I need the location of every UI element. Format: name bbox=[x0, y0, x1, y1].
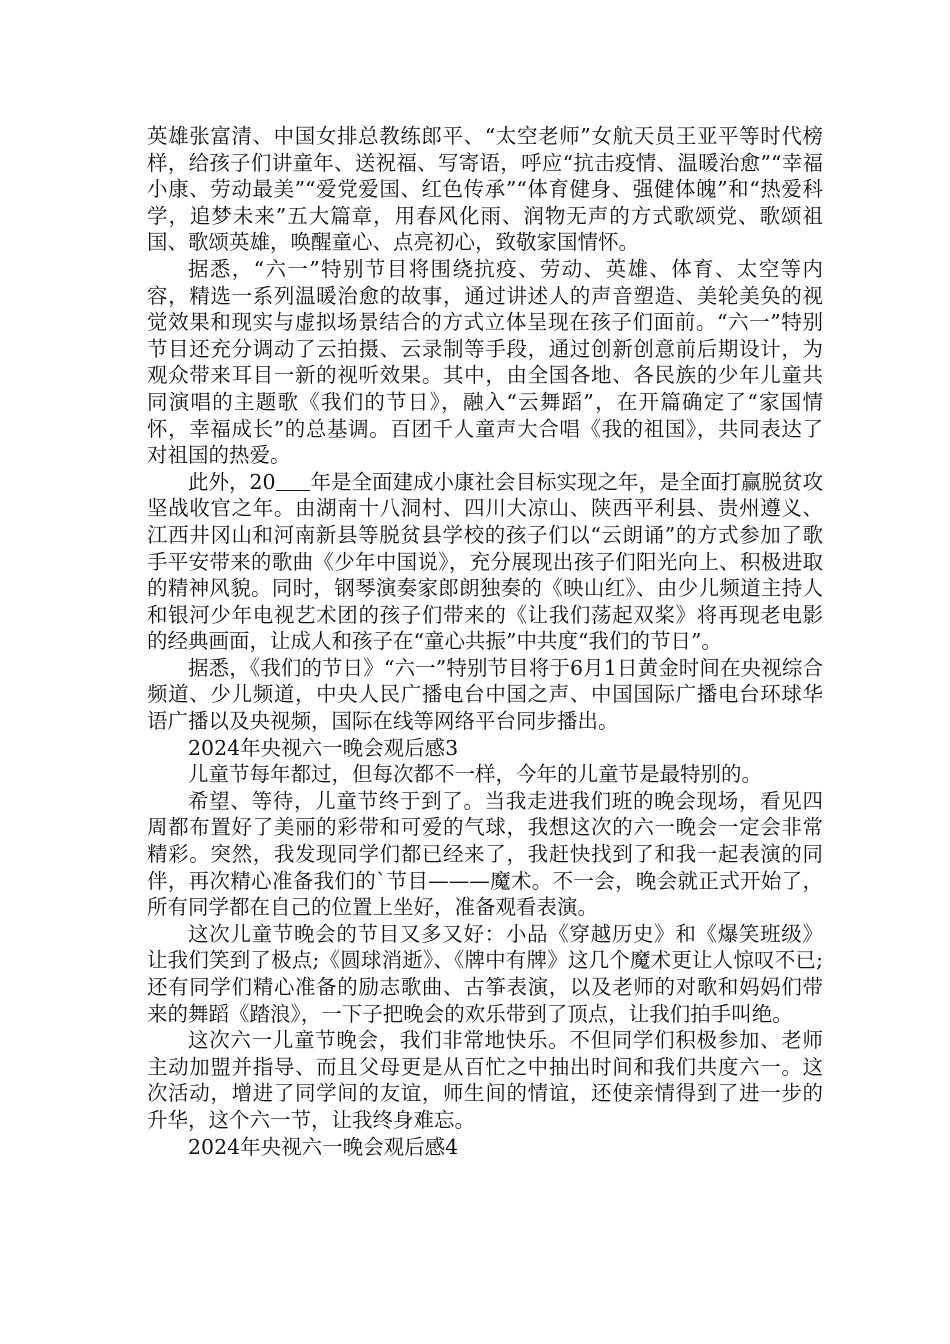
paragraph: 据悉，“六一”特别节目将围绕抗疫、劳动、英雄、体育、太空等内容，精选一系列温暖治愈的故事，通过讲述人的声音塑造、美轮美奂的视觉效果和现实与虚拟场景结合的方式立体呈现在孩子们面前。“六一”特别节目还充分调动了云拍摄、云录制等手段，通过创新创意前后期设计，为观众带来耳目一新的视听效果。其中，由全国各地、各民族的少年儿童共同演唱的主题歌《我们的节日》，融入“云舞蹈”，在开篇确定了“家国情怀，幸福成长”的总基调。百团千人童声大合唱《我的祖国》，共同表达了对祖国的热爱。 bbox=[147, 256, 823, 468]
paragraph-text: 年是全面建成小康社会目标实现之年，是全面打赢脱贫攻坚战收官之年。由湖南十八洞村、四川大凉山、陕西平利县、贵州遵义、江西井冈山和河南新县等脱贫县学校的孩子们以“云朗诵”的方式参加了歌手平安带来的歌曲《少年中国说》，充分展现出孩子们阳光向上、积极进取的精神风貌。同时，钢琴演奏家郎朗独奏的《映山红》、由少儿频道主持人和银河少年电视艺术团的孩子们带来的《让我们荡起双桨》将再现老电影的经典画面，让成人和孩子在“童心共振”中共度“我们的节日”。 bbox=[147, 469, 823, 654]
document-page bbox=[147, 123, 823, 1160]
paragraph: 儿童节每年都过，但每次都不一样，今年的儿童节是最特别的。 bbox=[188, 762, 762, 787]
paragraph: 希望、等待，儿童节终于到了。当我走进我们班的晚会现场，看见四周都布置好了美丽的彩带和可爱的气球，我想这次的六一晚会一定会非常精彩。突然，我发现同学们都已经来了，我赶快找到了和我一起表演的同伴，再次精心准备我们的`节目———魔术。不一会，晚会就正式开始了，所有同学都在自己的位置上坐好，准备观看表演。 bbox=[147, 788, 823, 920]
paragraph: 这次儿童节晚会的节目又多又好：小品《穿越历史》和《爆笑班级》让我们笑到了极点;《圆球消逝》、《牌中有牌》这几个魔术更让人惊叹不已;还有同学们精心准备的励志歌曲、古筝表演，以及老师的对歌和妈妈们带来的舞蹈《踏浪》，一下子把晚会的欢乐带到了顶点，让我们拍手叫绝。 bbox=[147, 921, 823, 1026]
paragraph: 这次六一儿童节晚会，我们非常地快乐。不但同学们积极参加、老师主动加盟并指导、而且父母更是从百忙之中抽出时间和我们共度六一。这次活动，增进了同学间的友谊，师生间的情谊，还使亲情得到了进一步的升华，这个六一节，让我终身难忘。 bbox=[147, 1028, 823, 1132]
paragraph-continuation: 英雄张富清、中国女排总教练郎平、“太空老师”女航天员王亚平等时代榜样，给孩子们讲童年、送祝福、写寄语，呼应“抗击疫情、温暖治愈”“幸福小康、劳动最美”“爱党爱国、红色传承”“体育健身、强健体魄”和“热爱科学，追梦未来”五大篇章，用春风化雨、润物无声的方式歌颂党、歌颂祖国、歌颂英雄，唤醒童心、点亮初心，致敬家国情怀。 bbox=[147, 124, 823, 255]
paragraph-text: 此外，20 bbox=[188, 469, 276, 494]
section-heading: 2024年央视六一晚会观后感4 bbox=[188, 1134, 459, 1159]
section-heading: 2024年央视六一晚会观后感3 bbox=[188, 735, 459, 760]
paragraph: 据悉，《我们的节日》“六一”特别节目将于6月1日黄金时间在央视综合频道、少儿频道，中央人民广播电台中国之声、中国国际广播电台环球华语广播以及央视频，国际在线等网络平台同步播出。 bbox=[147, 655, 823, 734]
fill-in-blank bbox=[276, 469, 311, 491]
paragraph bbox=[147, 469, 823, 655]
